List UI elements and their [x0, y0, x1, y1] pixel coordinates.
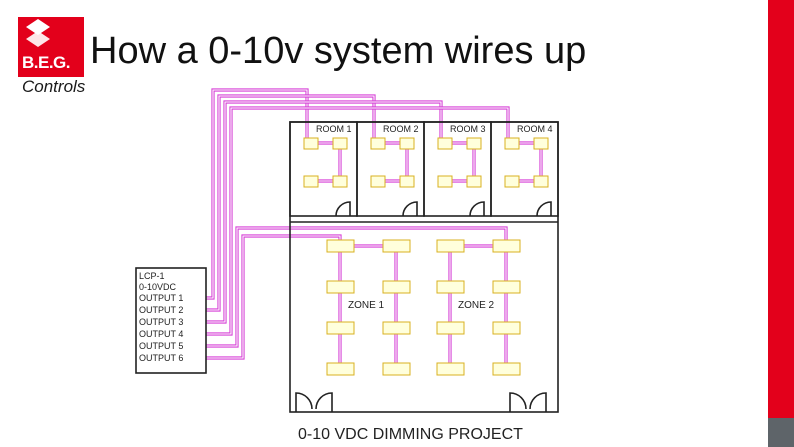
- room-3-fixture-tl: [438, 138, 452, 149]
- panel-output-1: OUTPUT 1: [139, 293, 184, 303]
- zone-2-fixture-2-3: [493, 322, 520, 334]
- zone-2-fixture-2-1: [493, 240, 520, 252]
- zone-2-fixture-1-1: [437, 240, 464, 252]
- entry-door-right: [510, 393, 546, 412]
- zone-2-label: ZONE 2: [458, 300, 495, 311]
- room-1-fixture-br: [333, 176, 347, 187]
- logo-brand: B.E.G.: [22, 53, 71, 72]
- room-4-fixture-br: [534, 176, 548, 187]
- room-1-fixture-bl: [304, 176, 318, 187]
- panel-output-5: OUTPUT 5: [139, 341, 184, 351]
- room-4-label: ROOM 4: [517, 124, 553, 134]
- room-1-door: [336, 202, 350, 216]
- room-2-door: [403, 202, 417, 216]
- room-4-door: [537, 202, 551, 216]
- room-3-door: [470, 202, 484, 216]
- room-4-fixture-tr: [534, 138, 548, 149]
- room-1-fixture-tr: [333, 138, 347, 149]
- panel-output-4: OUTPUT 4: [139, 329, 184, 339]
- room-2-fixture-bl: [371, 176, 385, 187]
- panel-output-3: OUTPUT 3: [139, 317, 184, 327]
- zone-2-fixture-1-2: [437, 281, 464, 293]
- room-2-label: ROOM 2: [383, 124, 419, 134]
- slide-title: How a 0-10v system wires up: [90, 30, 587, 72]
- room-3-fixture-bl: [438, 176, 452, 187]
- logo-subtitle: Controls: [22, 77, 86, 96]
- zone-1-fixture-2-4: [383, 363, 410, 375]
- zone-1-fixture-2-1: [383, 240, 410, 252]
- room-2-fixture-tr: [400, 138, 414, 149]
- zone-2-fixture-2-4: [493, 363, 520, 375]
- panel-output-6: OUTPUT 6: [139, 353, 184, 363]
- diagram-caption: 0-10 VDC DIMMING PROJECT: [298, 426, 523, 443]
- zone-1-fixture-1-2: [327, 281, 354, 293]
- panel-output-2: OUTPUT 2: [139, 305, 184, 315]
- room-1-fixture-tl: [304, 138, 318, 149]
- zone-1-fixture-1-3: [327, 322, 354, 334]
- entry-door-left: [296, 393, 332, 412]
- room-2-fixture-tl: [371, 138, 385, 149]
- zone-2-fixture-2-2: [493, 281, 520, 293]
- room-4-fixture-bl: [505, 176, 519, 187]
- zone-1-fixture-2-3: [383, 322, 410, 334]
- room-3-fixture-tr: [467, 138, 481, 149]
- room-3-fixture-br: [467, 176, 481, 187]
- zone-1-fixture-1-1: [327, 240, 354, 252]
- room-3-label: ROOM 3: [450, 124, 486, 134]
- zone-2-fixture-1-3: [437, 322, 464, 334]
- zone-1-fixture-1-4: [327, 363, 354, 375]
- zone-2-fixture-1-4: [437, 363, 464, 375]
- room-4-fixture-tl: [505, 138, 519, 149]
- room-1-label: ROOM 1: [316, 124, 352, 134]
- panel-line-2: 0-10VDC: [139, 282, 177, 292]
- panel-line-1: LCP-1: [139, 271, 165, 281]
- zone-1-fixture-2-2: [383, 281, 410, 293]
- zone-1-label: ZONE 1: [348, 300, 385, 311]
- room-2-fixture-br: [400, 176, 414, 187]
